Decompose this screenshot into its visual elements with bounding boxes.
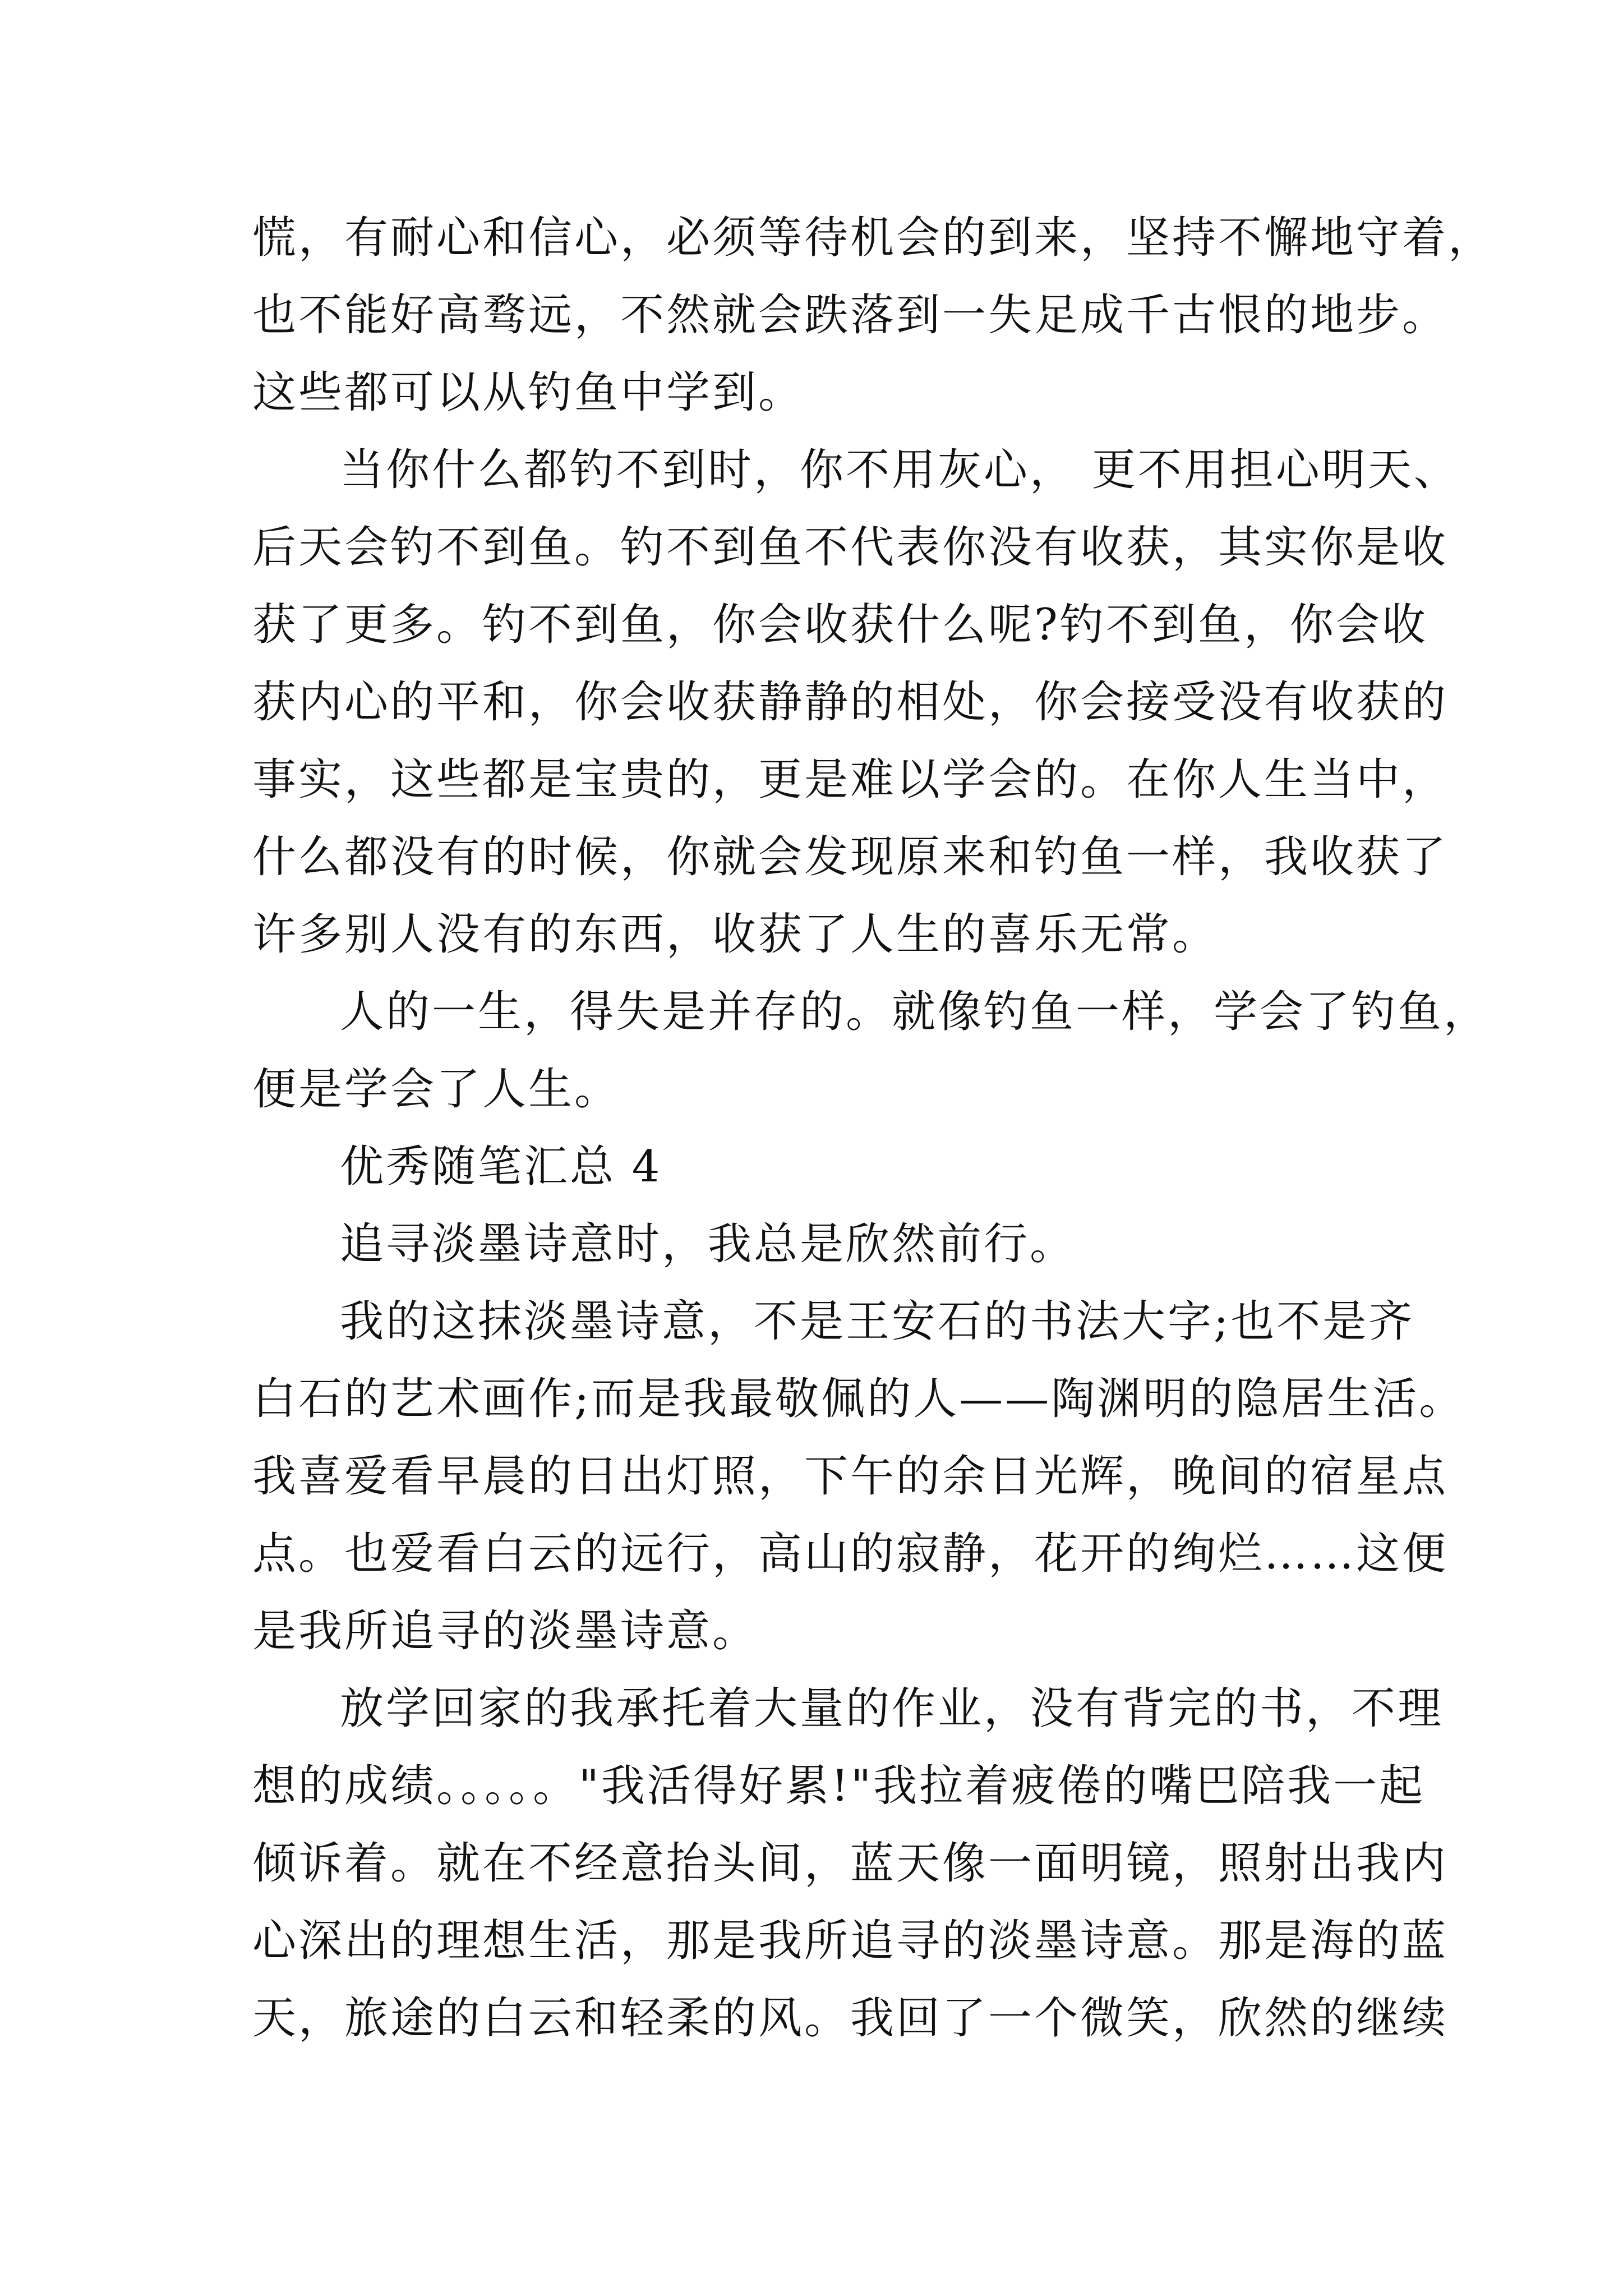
text-line: 天，旅途的白云和轻柔的风。我回了一个微笑，欣然的继续 bbox=[252, 1993, 1449, 2044]
text-line: 想的成绩。。。。。"我活得好累!"我拉着疲倦的嘴巴陪我一起 bbox=[252, 1761, 1426, 1811]
text-line: 我的这抹淡墨诗意，不是王安石的书法大字;也不是齐 bbox=[340, 1296, 1415, 1347]
text-line: 也不能好高骛远，不然就会跌落到一失足成千古恨的地步。 bbox=[252, 290, 1449, 341]
text-line: 我喜爱看早晨的日出灯照，下午的余日光辉，晚间的宿星点 bbox=[252, 1451, 1449, 1502]
text-line: 获内心的平和，你会收获静静的相处，你会接受没有收获的 bbox=[252, 677, 1449, 728]
text-line: 什么都没有的时候，你就会发现原来和钓鱼一样，我收获了 bbox=[252, 832, 1449, 882]
text-line: 倾诉着。就在不经意抬头间，蓝天像一面明镜，照射出我内 bbox=[252, 1838, 1449, 1889]
text-line: 心深出的理想生活，那是我所追寻的淡墨诗意。那是海的蓝 bbox=[252, 1916, 1449, 1966]
text-line: 许多别人没有的东西，收获了人生的喜乐无常。 bbox=[252, 909, 1219, 960]
body-text bbox=[252, 199, 1495, 2057]
text-line: 后天会钓不到鱼。钓不到鱼不代表你没有收获，其实你是收 bbox=[252, 522, 1449, 573]
text-line: 点。也爱看白云的远行，高山的寂静，花开的绚烂……这便 bbox=[252, 1529, 1449, 1579]
text-line: 获了更多。钓不到鱼，你会收获什么呢?钓不到鱼，你会收 bbox=[252, 600, 1428, 650]
text-line: 便是学会了人生。 bbox=[252, 1064, 621, 1115]
text-line: 放学回家的我承托着大量的作业，没有背完的书，不理 bbox=[340, 1683, 1444, 1734]
text-line: 事实，这些都是宝贵的，更是难以学会的。在你人生当中， bbox=[252, 754, 1449, 805]
text-line: 是我所追寻的淡墨诗意。 bbox=[252, 1606, 759, 1657]
text-line: 慌，有耐心和信心，必须等待机会的到来，坚持不懈地守着， bbox=[252, 213, 1495, 263]
text-line: 人的一生，得失是并存的。就像钓鱼一样，学会了钓鱼， bbox=[340, 987, 1490, 1037]
text-line: 追寻淡墨诗意时，我总是欣然前行。 bbox=[340, 1219, 1076, 1269]
text-line: 优秀随笔汇总 4 bbox=[340, 1142, 662, 1192]
text-line: 白石的艺术画作;而是我最敬佩的人——陶渊明的隐居生活。 bbox=[252, 1374, 1465, 1424]
text-line: 当你什么都钓不到时，你不用灰心， 更不用担心明天、 bbox=[340, 445, 1460, 495]
text-line: 这些都可以从钓鱼中学到。 bbox=[252, 367, 805, 418]
